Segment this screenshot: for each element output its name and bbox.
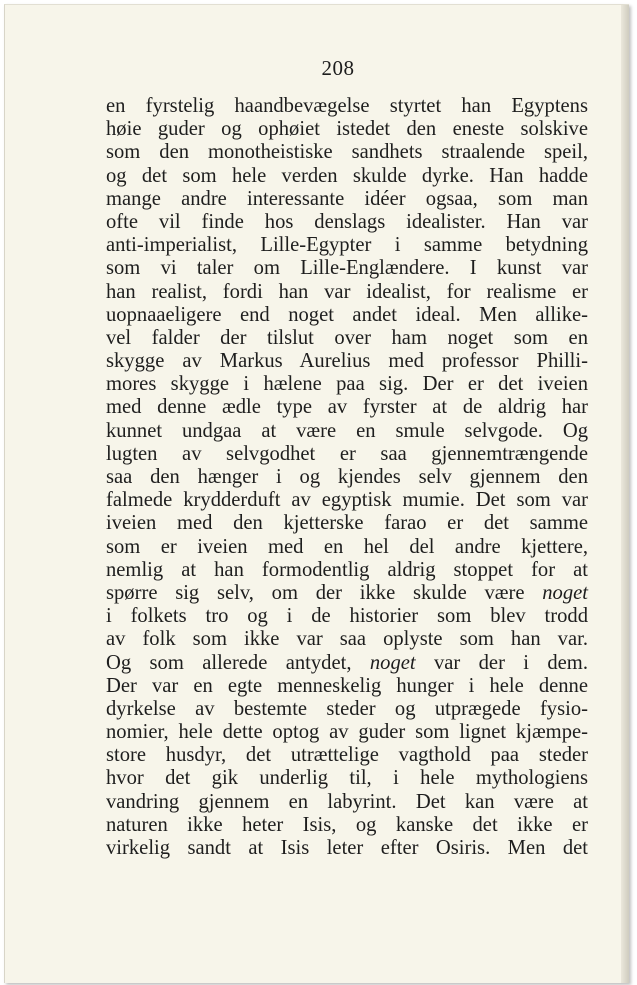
text-line-start: Og som allerede antydet, [106, 651, 352, 674]
text-line: høie guder og ophøiet istedet den eneste solskive [106, 118, 588, 141]
page-edge-shadow [621, 5, 629, 983]
text-line: vel falder der tilslut over ham noget som en [106, 326, 588, 349]
text-line-start: spørre sig selv, om der ikke skulde være [106, 581, 525, 604]
text-line: han realist, fordi han var idealist, for realisme er [106, 280, 588, 303]
text-line-with-italic [106, 652, 588, 675]
text-line: en fyrstelig haandbevægelse styrtet han Egyptens [106, 95, 588, 117]
text-line: saa den hænger i og kjendes selv gjennem den [106, 466, 588, 488]
text-line: ofte vil finde hos denslags idealister. Han var [106, 210, 588, 233]
text-line: iveien med den kjetterske farao er det samme [106, 512, 588, 535]
text-line: skygge av Markus Aurelius med professor Philli- [106, 350, 588, 373]
text-line: som vi taler om Lille-Englændere. I kunst var [106, 257, 588, 280]
text-line: anti-imperialist, Lille-Egypter i samme betydning [106, 234, 588, 257]
text-line: av folk som ikke var saa oplyste som han var. [106, 628, 588, 651]
text-line: og det som hele verden skulde dyrke. Han hadde [106, 164, 588, 187]
text-line-with-italic [106, 582, 588, 605]
text-line: dyrkelse av bestemte steder og utprægede fysio- [106, 697, 588, 720]
text-line: hvor det gik underlig til, i hele mythologiens [106, 767, 588, 790]
text-line: vandring gjennem en labyrint. Det kan være at [106, 790, 588, 813]
text-line: i folkets tro og i de historier som blev trodd [106, 605, 588, 628]
page-number: 208 [321, 56, 355, 80]
text-line: nomier, hele dette optog av guder som lignet kjæmpe- [106, 721, 588, 744]
text-line: kunnet undgaa at være en smule selvgode. Og [106, 419, 588, 442]
text-line: virkelig sandt at Isis leter efter Osiris. Men det [106, 837, 588, 859]
text-line: mange andre interessante idéer ogsaa, som man [106, 187, 588, 210]
text-line: mores skygge i hælene paa sig. Der er det iveien [106, 373, 588, 396]
text-line: naturen ikke heter Isis, og kanske det ikke er [106, 813, 588, 836]
text-line: uopnaaeligere end noget andet ideal. Men allike- [106, 303, 588, 326]
text-line: store husdyr, det utrættelige vagthold paa steder [106, 744, 588, 767]
italic-word: noget [369, 651, 416, 674]
text-line: som den monotheistiske sandhets straalende speil, [106, 141, 588, 164]
text-line: lugten av selvgodhet er saa gjennemtrængende [106, 442, 588, 465]
text-line: som er iveien med en hel del andre kjettere, [106, 535, 588, 558]
body-text [106, 95, 588, 860]
text-line: med denne ædle type av fyrster at de aldrig har [106, 396, 588, 419]
italic-word: noget [542, 581, 588, 604]
text-line: Der var en egte menneskelig hunger i hele denne [106, 674, 588, 697]
text-line: nemlig at han formodentlig aldrig stoppet for at [106, 558, 588, 581]
text-line: falmede krydderduft av egyptisk mumie. Det som var [106, 489, 588, 512]
text-line-end: var der i dem. [433, 651, 588, 674]
